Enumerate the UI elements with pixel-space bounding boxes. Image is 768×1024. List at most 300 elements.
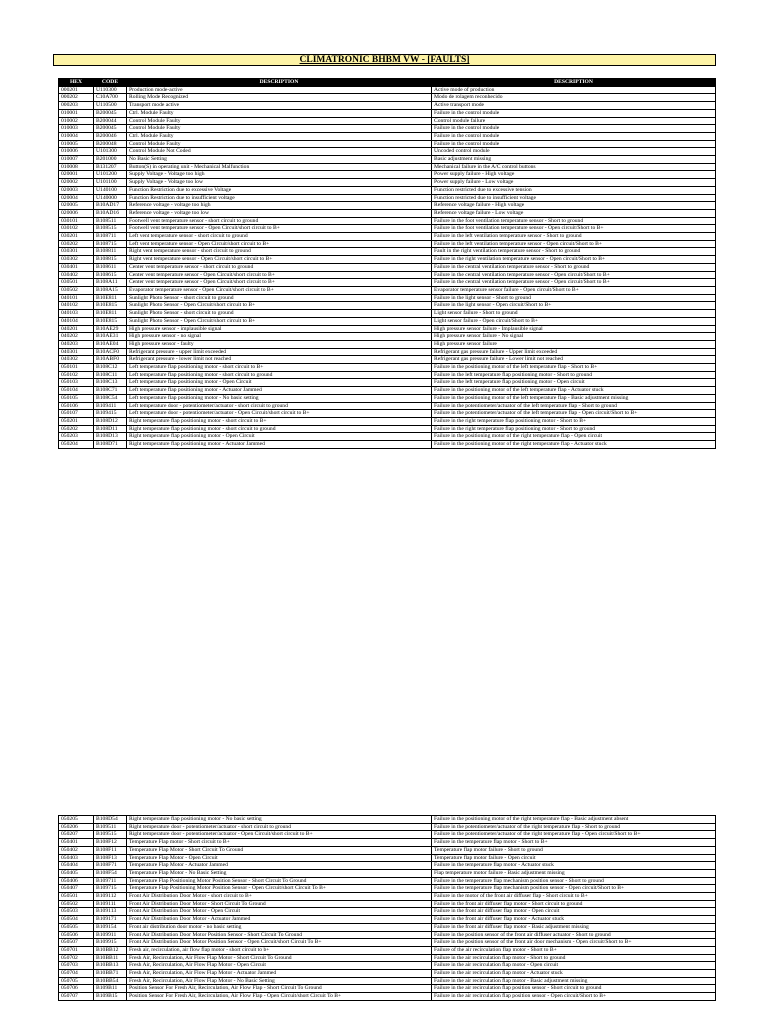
table-row [59,962,716,970]
table-row [59,823,716,831]
cell-description-translation: Failure in the temperature flap motor - Short to B+ [432,839,716,847]
cell-hex: 050503 [59,908,94,916]
cell-description: Front Air Distribution Door Motor - Actuator Jammed [127,916,432,924]
table-row [59,186,716,194]
cell-hex: 020005 [59,202,94,210]
cell-hex: 050506 [59,931,94,939]
cell-hex: 050402 [59,846,94,854]
cell-description: Position Sensor For Fresh Air, Recirculation, Air Flow Flap - Open Circuit/short Circuit To B+ [127,993,432,1001]
cell-description-translation: Light sensor failure - Open circuit/Short to B+ [432,317,716,325]
cell-hex: 030502 [59,286,94,294]
cell-description-translation: Failure in the potentiometer/actuator of the right temperature flap - Short to ground [432,823,716,831]
cell-description-translation: Failure in the positioning motor of the left temperature flap - Actuator stuck [432,387,716,395]
table-row [59,394,716,402]
table-row [59,86,716,94]
cell-description-translation: Refrigerant gas pressure failure - Upper limit exceeded [432,348,716,356]
cell-hex: 020004 [59,194,94,202]
cell-code: B108F71 [94,862,127,870]
cell-code: B109B15 [94,993,127,1001]
cell-hex: 050103 [59,379,94,387]
cell-description-translation: Modo de rolagem reconhecido [432,94,716,102]
cell-description-translation: Temperature flap motor failure - Open circuit [432,854,716,862]
table-row [59,310,716,318]
cell-code: U101200 [94,171,127,179]
cell-code: B10AE04 [94,340,127,348]
cell-code: B10AE29 [94,325,127,333]
fault-table-bottom [58,815,716,1001]
cell-description-translation: Failure in the air recirculation flap motor - Basic adjustment missing [432,977,716,985]
table-row [59,387,716,395]
cell-hex: 010004 [59,132,94,140]
cell-description-translation: Failure in the positioning motor of the left temperature flap - Basic adjustment missing [432,394,716,402]
cell-code: B200044 [94,117,127,125]
cell-description: Right temperature door - potentiometer/actuator - Open Circuit/short circuit to B+ [127,831,432,839]
table-row [59,364,716,372]
cell-description-translation: Fault in the right ventilation temperature sensor - Short to ground [432,248,716,256]
cell-description-translation: Failure in the right temperature flap positioning motor - Short to ground [432,425,716,433]
table-row [59,248,716,256]
table-header-row [59,79,716,87]
cell-hex: 050407 [59,885,94,893]
cell-description: Fresh air, recirculation, air flow flap motor - short circuit to b+ [127,946,432,954]
cell-code: B109112 [94,893,127,901]
table-row [59,340,716,348]
cell-description: Right temperature flap positioning motor - Open Circuit [127,433,432,441]
cell-code: B108D71 [94,441,127,449]
cell-description: Right temperature door - potentiometer/actuator - short circuit to ground [127,823,432,831]
cell-description-translation: Mechanical failure in the A/C control buttons [432,163,716,171]
table-row [59,156,716,164]
cell-description: Evaporator temperature sensor - Open Circuit/short circuit to B+ [127,286,432,294]
table-row [59,240,716,248]
cell-code: B108811 [94,248,127,256]
table-row [59,417,716,425]
cell-hex: 030102 [59,225,94,233]
cell-description: Ctrl. Module Faulty [127,132,432,140]
table-row [59,163,716,171]
cell-code: B10E811 [94,310,127,318]
table-row [59,993,716,1001]
cell-description: Control Module Faulty [127,125,432,133]
cell-hex: 030501 [59,279,94,287]
cell-description-translation: Failure in the position sensor of the front air diffuser actuator - Short to ground [432,931,716,939]
cell-description-translation: Control module failure [432,117,716,125]
table-row [59,94,716,102]
table-row [59,233,716,241]
cell-description-translation: Failure in the control module [432,132,716,140]
fault-rows-bottom [59,816,716,1001]
cell-description-translation: Failure in the central ventilation temperature sensor - Open circuit/Short to B+ [432,279,716,287]
cell-code: U140100 [94,186,127,194]
cell-description: Footwell vent temperature sensor - Open Circuit/short circuit to B+ [127,225,432,233]
table-row [59,333,716,341]
cell-hex: 050104 [59,387,94,395]
table-row [59,433,716,441]
cell-description: Fresh Air, Recirculation, Air Flow Flap Motor - Actuator Jammed [127,970,432,978]
table-row [59,109,716,117]
cell-description: Front Air Distribution Door Motor - short circuit to B+ [127,893,432,901]
cell-description: Right vent temperature sensor - Open Circuit/short circuit to B+ [127,256,432,264]
cell-hex: 050704 [59,970,94,978]
cell-description: Left temperature flap positioning motor - short circuit to B+ [127,364,432,372]
cell-hex: 050203 [59,433,94,441]
table-row [59,854,716,862]
cell-description: Sunlight Photo Sensor - short circuit to ground [127,310,432,318]
cell-code: U110300 [94,86,127,94]
table-row [59,877,716,885]
cell-hex: 050202 [59,425,94,433]
table-row [59,977,716,985]
cell-code: B10BB54 [94,977,127,985]
table-row [59,869,716,877]
header-description-translation: DESCRIPTION [432,79,716,87]
cell-hex: 050702 [59,954,94,962]
cell-hex: 050106 [59,402,94,410]
cell-code: C10A700 [94,94,127,102]
cell-description: Temperature Flap Motor - Open Circuit [127,854,432,862]
cell-description-translation: Failure of the air recirculation flap motor - Short to B+ [432,946,716,954]
cell-hex: 020002 [59,179,94,187]
cell-description-translation: Power supply failure - High voltage [432,171,716,179]
cell-code: B109411 [94,402,127,410]
cell-description: Control Module Faulty [127,140,432,148]
cell-code: B108D11 [94,425,127,433]
cell-hex: 010008 [59,163,94,171]
cell-description-translation: Failure in the front air diffuser flap motor - Open circuit [432,908,716,916]
cell-code: B109113 [94,908,127,916]
cell-description: Ctrl. Module Faulty [127,109,432,117]
cell-hex: 010002 [59,117,94,125]
cell-description-translation: Failure in the air recirculation flap motor - Open circuit [432,962,716,970]
table-row [59,263,716,271]
cell-description: Right temperature flap positioning motor - short circuit to B+ [127,417,432,425]
table-row [59,102,716,110]
cell-code: B10BB12 [94,946,127,954]
cell-description: Position Sensor For Fresh Air, Recirculation, Air Flow Flap - Short Circuit To Ground [127,985,432,993]
cell-hex: 010005 [59,140,94,148]
table-row [59,954,716,962]
cell-code: B108715 [94,240,127,248]
cell-code: B109415 [94,410,127,418]
cell-description-translation: Failure in the central ventilation temperature sensor - Open circuit/Short to B+ [432,271,716,279]
cell-code: B108511 [94,217,127,225]
cell-description: Control Module Not Coded [127,148,432,156]
cell-description-translation: Failure in the positioning motor of the right temperature flap - Basic adjustment absent [432,816,716,824]
cell-code: B108515 [94,225,127,233]
cell-description: Button(S) in operating unit - Mechanical Malfunction [127,163,432,171]
cell-description-translation: Failure in the temperature flap mechanism position sensor - Open circuit/Short to B+ [432,885,716,893]
table-row [59,356,716,364]
cell-description: Sunlight Photo Sensor - short circuit to ground [127,294,432,302]
cell-description: Supply Voltage - Voltage too low [127,179,432,187]
cell-description: Front Air Distribution Door Motor - Open Circuit [127,908,432,916]
table-row [59,893,716,901]
cell-description-translation: Failure in the control module [432,140,716,148]
cell-description-translation: High pressure sensor failure - No signal [432,333,716,341]
cell-description: Left vent temperature sensor - short circuit to ground [127,233,432,241]
cell-description-translation: Uncoded control module [432,148,716,156]
cell-hex: 050502 [59,900,94,908]
cell-hex: 010006 [59,148,94,156]
table-row [59,410,716,418]
cell-description-translation: Failure in the air recirculation flap position sensor - Open circuit/Short to B+ [432,993,716,1001]
cell-description-translation: Failure in the foot ventilation temperature sensor - Open circuit/Short to B+ [432,225,716,233]
cell-description: High pressure sensor - implausible signal [127,325,432,333]
cell-code: B109515 [94,831,127,839]
cell-hex: 040202 [59,333,94,341]
cell-description: Footwell vent temperature sensor - short circuit to ground [127,217,432,225]
cell-description-translation: Failure in the front air diffuser flap motor - Basic adjustment missing [432,923,716,931]
cell-code: B200046 [94,132,127,140]
fault-rows-top [59,86,716,448]
cell-description-translation: Failure in the control module [432,125,716,133]
cell-hex: 050401 [59,839,94,847]
cell-hex: 050404 [59,862,94,870]
cell-description-translation: Failure in the light sensor - Open circuit/Short to B+ [432,302,716,310]
cell-description: Right temperature flap positioning motor - No basic setting [127,816,432,824]
cell-hex: 050206 [59,823,94,831]
cell-description: Front Air Distribution Door Motor Position Sensor - Short Circuit To Ground [127,931,432,939]
table-row [59,371,716,379]
cell-description-translation: Failure in the front air diffuser flap motor - Actuator stuck [432,916,716,924]
cell-hex: 040203 [59,340,94,348]
cell-hex: 010003 [59,125,94,133]
cell-description: Front Air Distribution Door Motor - Short Circuit To Ground [127,900,432,908]
cell-description-translation: Failure in the potentiometer/actuator of the left temperature flap - Open circuit/Short to B+ [432,410,716,418]
cell-description: Left temperature flap positioning motor - No basic setting [127,394,432,402]
table-row [59,441,716,449]
table-row [59,179,716,187]
table-row [59,425,716,433]
cell-description-translation: Failure in the potentiometer/actuator of the right temperature flap - Open circuit/Short to B+ [432,831,716,839]
cell-code: B200048 [94,140,127,148]
cell-code: B10E811 [94,294,127,302]
cell-hex: 050201 [59,417,94,425]
cell-description: Function Restriction due to excessive Voltage [127,186,432,194]
cell-hex: 050703 [59,962,94,970]
cell-description: Fresh Air, Recirculation, Air Flow Flap Motor - No Basic Setting [127,977,432,985]
cell-code: B108F12 [94,839,127,847]
table-row [59,294,716,302]
cell-description-translation: Failure in the left ventilation temperature sensor - Open circuit/Short to B+ [432,240,716,248]
cell-code: B109715 [94,885,127,893]
cell-code: B108C71 [94,387,127,395]
cell-hex: 050705 [59,977,94,985]
cell-description-translation: Failure in the air recirculation flap motor - Actuator stuck [432,970,716,978]
table-row [59,202,716,210]
cell-description: Left temperature door - potentiometer/actuator - short circuit to ground [127,402,432,410]
cell-hex: 050101 [59,364,94,372]
table-row [59,939,716,947]
table-row [59,831,716,839]
table-row [59,279,716,287]
table-row [59,916,716,924]
document-title: CLIMATRONIC BHBM VW - [FAULTS] [53,54,716,66]
table-row [59,194,716,202]
cell-description-translation: Failure in the positioning motor of the right temperature flap - Actuator stuck [432,441,716,449]
table-row [59,970,716,978]
cell-description-translation: Failure in the left temperature flap positioning motor - Short to ground [432,371,716,379]
cell-description-translation: Function restricted due to excessive tension [432,186,716,194]
cell-description-translation: Light sensor failure - Short to ground [432,310,716,318]
cell-description: Front air distribution door motor - no basic setting [127,923,432,931]
table-row [59,286,716,294]
cell-description-translation: High pressure sensor failure [432,340,716,348]
cell-hex: 020001 [59,171,94,179]
cell-hex: 020006 [59,209,94,217]
cell-code: B108D12 [94,417,127,425]
cell-description: Temperature Flap Motor - No Basic Setting [127,869,432,877]
cell-hex: 050105 [59,394,94,402]
cell-hex: 030201 [59,233,94,241]
cell-hex: 040102 [59,302,94,310]
cell-hex: 040101 [59,294,94,302]
cell-description: Refrigerant pressure - lower limit not reached [127,356,432,364]
cell-code: B109111 [94,900,127,908]
cell-code: B109911 [94,931,127,939]
cell-description-translation: Failure in the left ventilation temperature sensor - Short to ground [432,233,716,241]
cell-description: Temperature Flap motor - Short circuit to B+ [127,839,432,847]
cell-hex: 020003 [59,186,94,194]
cell-description-translation: Failure in the right temperature flap positioning motor - Short to B+ [432,417,716,425]
cell-description-translation: Reference voltage failure - High voltage [432,202,716,210]
cell-description-translation: Failure in the air recirculation flap motor - Short to ground [432,954,716,962]
table-row [59,317,716,325]
cell-description-translation: Flap temperature motor failure - Basic adjustment missing [432,869,716,877]
cell-code: U110500 [94,102,127,110]
table-row [59,379,716,387]
cell-description-translation: Evaporator temperature sensor failure - Open circuit/Short to B+ [432,286,716,294]
table-row [59,816,716,824]
table-row [59,846,716,854]
cell-code: B200045 [94,109,127,117]
cell-code: B108F13 [94,854,127,862]
cell-description: Supply Voltage - Voltage too high [127,171,432,179]
cell-code: B10BB11 [94,954,127,962]
table-row [59,171,716,179]
cell-code: U101100 [94,179,127,187]
cell-code: B201000 [94,156,127,164]
cell-hex: 030402 [59,271,94,279]
cell-description-translation: Active transport mode [432,102,716,110]
cell-code: B108F54 [94,869,127,877]
cell-code: B10BB13 [94,962,127,970]
cell-description-translation: Temperature flap motor failure - Short to ground [432,846,716,854]
cell-description-translation: Failure in the positioning motor of the left temperature flap - Short to B+ [432,364,716,372]
cell-description: Center vent temperature sensor - Open Circuit/short circuit to B+ [127,279,432,287]
cell-description: Right vent temperature sensor - short circuit to ground [127,248,432,256]
cell-code: B109B11 [94,985,127,993]
cell-description: Temperature Flap Positioning Motor Position Sensor - Short Circuit To Ground [127,877,432,885]
cell-hex: 050706 [59,985,94,993]
cell-description: Control Module Faulty [127,117,432,125]
cell-hex: 050507 [59,939,94,947]
cell-hex: 050701 [59,946,94,954]
cell-description: Rolling Mode Recognized [127,94,432,102]
cell-description: High pressure sensor - faulty [127,340,432,348]
cell-description: Center vent temperature sensor - Open Circuit/short circuit to B+ [127,271,432,279]
cell-hex: 030401 [59,263,94,271]
cell-code: B109154 [94,923,127,931]
cell-hex: 050107 [59,410,94,418]
table-row [59,348,716,356]
cell-hex: 010001 [59,109,94,117]
cell-code: B108711 [94,233,127,241]
cell-description: Front Air Distribution Door Motor Position Sensor - Open Circuit/short Circuit To B+ [127,939,432,947]
cell-hex: 040201 [59,325,94,333]
cell-hex: 050207 [59,831,94,839]
cell-code: B108A11 [94,279,127,287]
cell-description-translation: Failure in the central ventilation temperature sensor - Short to ground [432,263,716,271]
cell-description: Temperature Flap Motor - Actuator Jammed [127,862,432,870]
cell-code: B108615 [94,271,127,279]
cell-code: U101300 [94,148,127,156]
table-row [59,862,716,870]
cell-description: Transport mode active [127,102,432,110]
cell-code: B10E815 [94,302,127,310]
cell-description-translation: Reference voltage failure - Low voltage [432,209,716,217]
cell-description: Right temperature flap positioning motor - short circuit to ground [127,425,432,433]
cell-description-translation: Failure in the motor of the front air diffuser flap - Short circuit to B+ [432,893,716,901]
cell-code: B108C54 [94,394,127,402]
cell-code: B10AD17 [94,202,127,210]
cell-code: B10E815 [94,317,127,325]
cell-hex: 050406 [59,877,94,885]
cell-hex: 050504 [59,916,94,924]
cell-code: B10ABF0 [94,356,127,364]
cell-code: B108D13 [94,433,127,441]
cell-hex: 050102 [59,371,94,379]
cell-description: Temperature Flap Positioning Motor Position Sensor - Open Circuit/short Circuit To B+ [127,885,432,893]
cell-description-translation: Failure in the position sensor of the front air door mechanism - Open circuit/Short to B+ [432,939,716,947]
table-row [59,402,716,410]
cell-description: Function Restriction due to insufficient voltage [127,194,432,202]
header-description: DESCRIPTION [127,79,432,87]
cell-code: B109711 [94,877,127,885]
cell-code: B108C11 [94,371,127,379]
cell-description: Temperature Flap Motor - Short Circuit To Ground [127,846,432,854]
cell-description-translation: Failure in the right ventilation temperature sensor - Open circuit/Short to B+ [432,256,716,264]
cell-code: B109171 [94,916,127,924]
cell-code: B108C13 [94,379,127,387]
cell-hex: 050707 [59,993,94,1001]
table-row [59,900,716,908]
cell-code: B10AE31 [94,333,127,341]
cell-description: Reference voltage - voltage too high [127,202,432,210]
cell-description-translation: Failure in the foot ventilation temperature sensor - Short to ground [432,217,716,225]
table-row [59,209,716,217]
table-row [59,125,716,133]
table-row [59,132,716,140]
cell-description: Right temperature flap positioning motor - Actuator Jammed [127,441,432,449]
cell-description: Left temperature flap positioning motor - Actuator Jammed [127,387,432,395]
cell-description: Fresh Air, Recirculation, Air Flow Flap Motor - Short Circuit To Ground [127,954,432,962]
cell-hex: 030301 [59,248,94,256]
cell-hex: 010007 [59,156,94,164]
cell-description: Refrigerant pressure - upper limit exceeded [127,348,432,356]
cell-description: Left temperature flap positioning motor - Open Circuit [127,379,432,387]
cell-description-translation: Failure in the left temperature flap positioning motor - Open circuit [432,379,716,387]
cell-description-translation: Failure in the control module [432,109,716,117]
cell-hex: 040301 [59,348,94,356]
cell-description: Fresh Air, Recirculation, Air Flow Flap Motor - Open Circuit [127,962,432,970]
cell-description: Left temperature door - potentiometer/actuator - Open Circuit/short circuit to B+ [127,410,432,418]
cell-code: B109511 [94,823,127,831]
cell-hex: 050505 [59,923,94,931]
cell-hex: 050204 [59,441,94,449]
table-row [59,217,716,225]
cell-description-translation: High pressure sensor failure - Implausible signal [432,325,716,333]
